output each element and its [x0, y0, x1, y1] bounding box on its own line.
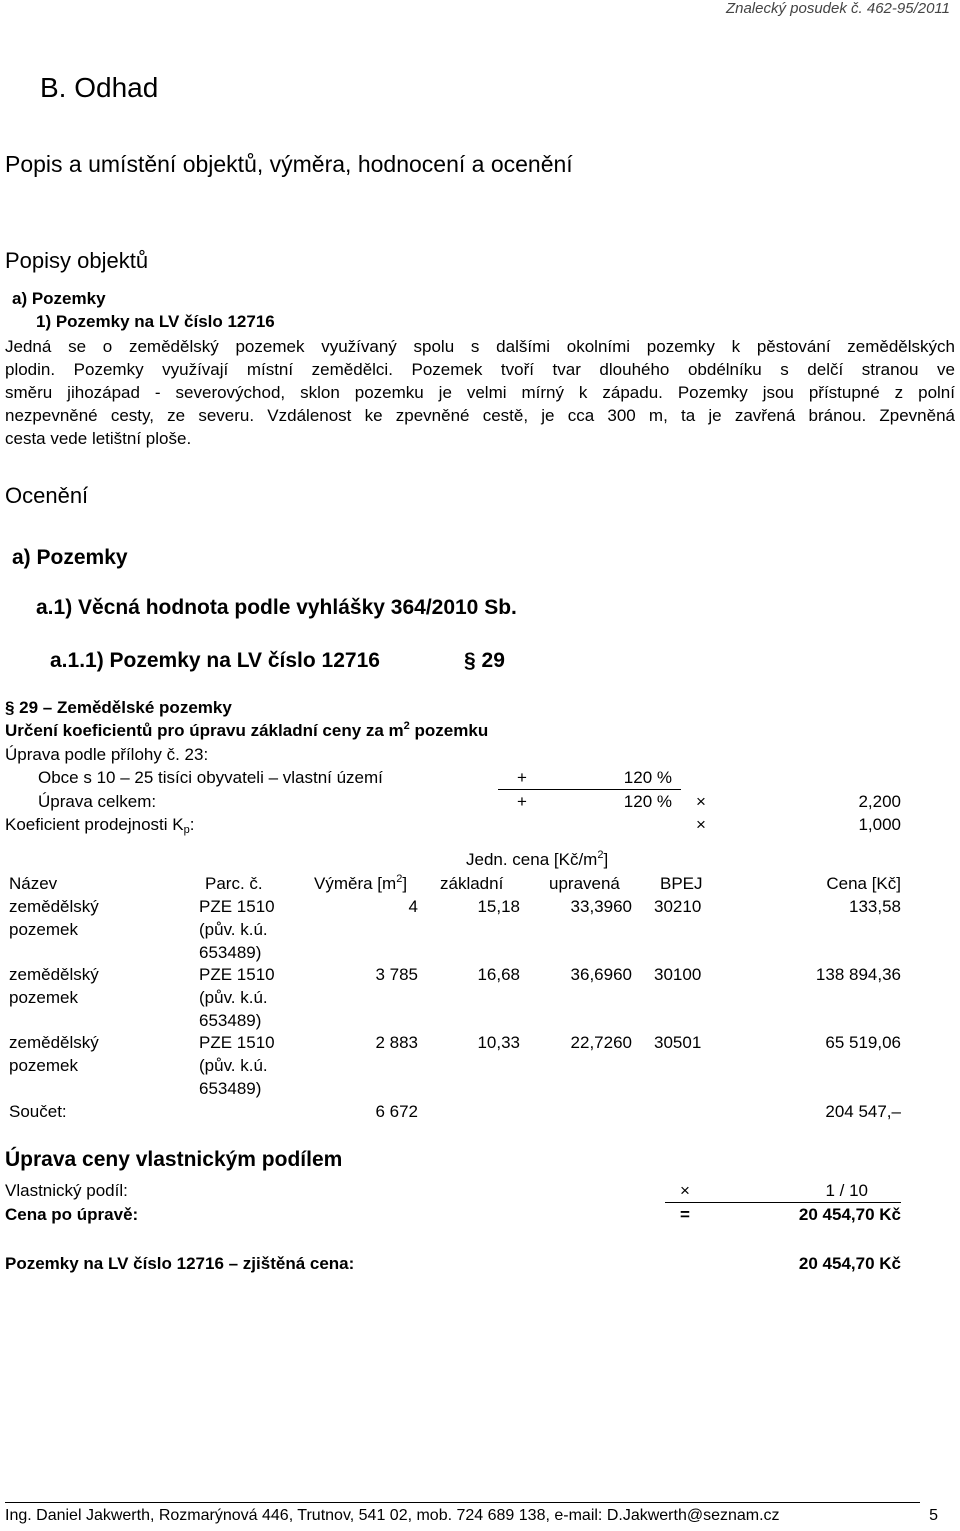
- description-line: cesta vede letištní ploše.: [5, 429, 192, 448]
- row-name: zemědělský: [9, 965, 99, 984]
- row-bpej: 30501: [654, 1033, 702, 1052]
- row-bpej: 30210: [654, 897, 702, 916]
- sum-price: 204 547,–: [825, 1102, 901, 1121]
- row-price: 133,58: [849, 897, 901, 916]
- page-number: 5: [929, 1507, 938, 1524]
- adj-total-label: Úprava celkem:: [38, 792, 157, 811]
- val-a-heading: a) Pozemky: [12, 546, 128, 569]
- adj-total-value: 2,200: [858, 792, 901, 811]
- kp-label: [5, 815, 194, 835]
- coef-title-sup: 2: [403, 720, 410, 732]
- adj-pct: 120 %: [623, 768, 672, 787]
- val-a11-heading: a.1.1) Pozemky na LV číslo 12716: [50, 649, 380, 672]
- table-head-group: [466, 850, 608, 870]
- row-name: zemědělský: [9, 1033, 99, 1052]
- adj-label: Obce s 10 – 25 tisíci obyvateli – vlastní území: [38, 768, 383, 787]
- row-parc: (pův. k.ú.: [199, 988, 268, 1007]
- table-header-parc: Parc. č.: [205, 874, 263, 893]
- row-base: 16,68: [477, 965, 520, 984]
- row-name: zemědělský: [9, 897, 99, 916]
- row-adjusted: 36,6960: [570, 965, 632, 984]
- row-price: 65 519,06: [825, 1033, 901, 1052]
- description-paragraph: [5, 335, 955, 450]
- description-line: Jedná se o zemědělský pozemek využívaný spolu s dalšími okolními pozemky k pěstování zemědělských: [5, 337, 955, 356]
- row-area: 4: [408, 897, 418, 916]
- sum-area: 6 672: [375, 1102, 418, 1121]
- row-parc: PZE 1510: [199, 965, 275, 984]
- description-line: směru jihozápad - severovýchod, sklon pozemku je velmi mírný k západu. Pozemky jsou přístupné z polní: [5, 383, 955, 402]
- table-header-base: základní: [440, 874, 504, 893]
- ownership-title: Úprava ceny vlastnickým podílem: [5, 1148, 343, 1171]
- adj-underline: [498, 789, 681, 790]
- table-head-group-text: Jedn. cena [Kč/m: [466, 850, 598, 869]
- row-parc: (pův. k.ú.: [199, 920, 268, 939]
- kp-colon: :: [189, 815, 195, 834]
- footer-text: Ing. Daniel Jakwerth, Rozmarýnová 446, Trutnov, 541 02, mob. 724 689 138, e-mail: D.Jakwerth@seznam.cz: [5, 1507, 780, 1524]
- coef-title: [5, 721, 488, 741]
- val-a1-heading: a.1) Věcná hodnota podle vyhlášky 364/2010 Sb.: [36, 596, 517, 619]
- adjust-basis: Úprava podle přílohy č. 23:: [5, 745, 209, 764]
- descriptions-title: Popisy objektů: [5, 248, 149, 273]
- row-area: 3 785: [375, 965, 418, 984]
- valuation-title: Ocenění: [5, 483, 89, 508]
- price-after-label: Cena po úpravě:: [5, 1205, 139, 1224]
- share-value: 1 / 10: [825, 1181, 868, 1200]
- price-after-value: 20 454,70 Kč: [798, 1205, 901, 1224]
- row-base: 10,33: [477, 1033, 520, 1052]
- row-parc: PZE 1510: [199, 897, 275, 916]
- subtitle: Popis a umístění objektů, výměra, hodnocení a ocenění: [5, 151, 573, 177]
- row-parc: (pův. k.ú.: [199, 1056, 268, 1075]
- coef-title-end: pozemku: [409, 721, 489, 740]
- table-header-adjusted: upravená: [549, 874, 620, 893]
- table-header-price: Cena [Kč]: [826, 874, 901, 893]
- adj-total-op: ×: [696, 792, 706, 811]
- row-name: pozemek: [9, 1056, 78, 1075]
- row-parc: 653489): [199, 943, 262, 962]
- row-base: 15,18: [477, 897, 520, 916]
- table-header-area-text: Výměra [m: [314, 874, 397, 893]
- desc-a1-heading: 1) Pozemky na LV číslo 12716: [36, 312, 275, 331]
- adj-sign: +: [517, 768, 527, 787]
- table-header-name: Název: [9, 874, 58, 893]
- document-header: Znalecký posudek č. 462-95/2011: [725, 0, 950, 17]
- footer-divider: [5, 1502, 920, 1503]
- share-label: Vlastnický podíl:: [5, 1181, 128, 1200]
- row-area: 2 883: [375, 1033, 418, 1052]
- section-title: B. Odhad: [40, 72, 159, 103]
- row-name: pozemek: [9, 988, 78, 1007]
- description-line: plodin. Pozemky využívají místní zemědělci. Pozemek tvoří tvar dlouhého obdélníku s delčí stranou ve: [5, 360, 955, 379]
- table-header-area: [314, 874, 407, 894]
- description-line: nezpevněné cesty, ze severu. Vzdálenost ke zpevněné cestě, je cca 300 m, ta je zavřená bránou. Zpevněná: [5, 406, 955, 425]
- adj-total-pct: 120 %: [623, 792, 672, 811]
- kp-label-text: Koeficient prodejnosti K: [5, 815, 184, 834]
- kp-value: 1,000: [858, 815, 901, 834]
- table-header-bpej: BPEJ: [660, 874, 703, 893]
- sum-label: Součet:: [9, 1102, 67, 1121]
- val-a11-section: § 29: [464, 649, 505, 672]
- price-after-op: =: [680, 1205, 690, 1224]
- result-value: 20 454,70 Kč: [798, 1254, 901, 1273]
- kp-sub: p: [183, 824, 190, 836]
- coef-title-text: Určení koeficientů pro úpravu základní ceny za m: [5, 721, 404, 740]
- kp-op: ×: [696, 815, 706, 834]
- row-name: pozemek: [9, 920, 78, 939]
- adj-total-sign: +: [517, 792, 527, 811]
- row-price: 138 894,36: [815, 965, 901, 984]
- row-parc: PZE 1510: [199, 1033, 275, 1052]
- par29-title: § 29 – Zemědělské pozemky: [5, 698, 232, 717]
- result-label: Pozemky na LV číslo 12716 – zjištěná cena:: [5, 1254, 355, 1273]
- table-head-group-sup: 2: [597, 849, 604, 861]
- row-parc: 653489): [199, 1011, 262, 1030]
- table-head-group-end: ]: [603, 850, 609, 869]
- table-header-area-sup: 2: [396, 873, 403, 885]
- desc-a-heading: a) Pozemky: [12, 289, 106, 308]
- share-op: ×: [680, 1181, 690, 1200]
- table-header-area-end: ]: [402, 874, 408, 893]
- row-adjusted: 33,3960: [570, 897, 632, 916]
- row-parc: 653489): [199, 1079, 262, 1098]
- row-adjusted: 22,7260: [570, 1033, 632, 1052]
- share-underline: [665, 1202, 901, 1203]
- row-bpej: 30100: [654, 965, 702, 984]
